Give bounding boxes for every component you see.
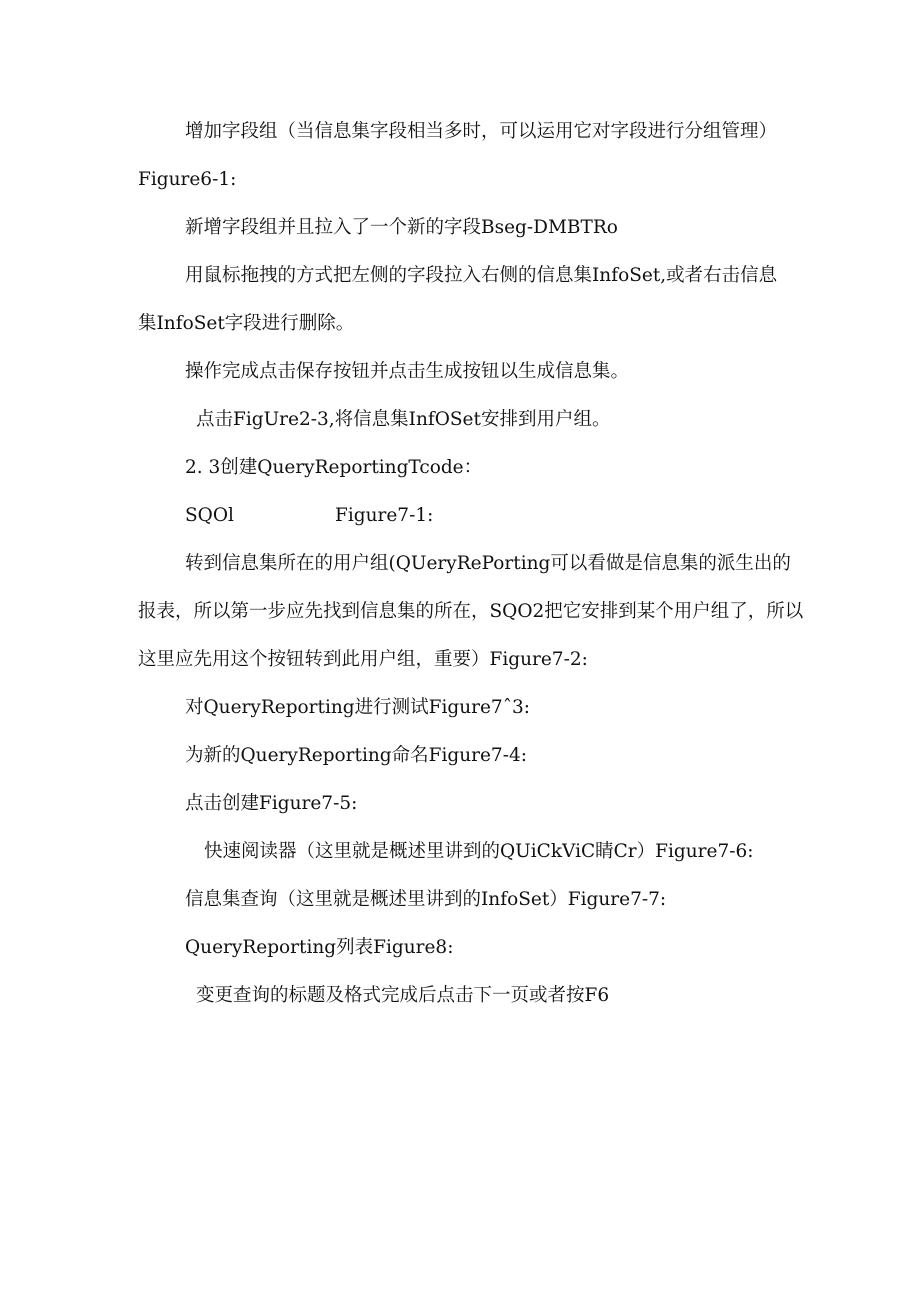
paragraph-line: 转到信息集所在的用户组(QUeryRePorting可以看做是信息集的派生出的 <box>185 553 791 574</box>
paragraph-line: 这里应先用这个按钮转到此用户组，重要）Figure7-2: <box>138 649 588 670</box>
section-heading: 2. 3创建QueryReportingTcode： <box>185 457 483 478</box>
paragraph-line: 对QueryReporting进行测试Figure7ˆ3: <box>185 697 530 718</box>
paragraph-line: 变更查询的标题及格式完成后点击下一页或者按F6 <box>196 985 610 1006</box>
transaction-code: SQOl <box>185 505 234 526</box>
figure-reference: Figure7-1: <box>335 505 434 526</box>
paragraph-line: 用鼠标拖拽的方式把左侧的字段拉入右侧的信息集InfoSet,或者右击信息 <box>185 265 778 286</box>
paragraph-line: 点击FigUre2-3,将信息集InfOSet安排到用户组。 <box>196 409 611 430</box>
paragraph-line: 增加字段组（当信息集字段相当多时，可以运用它对字段进行分组管理） <box>185 121 778 142</box>
paragraph-line: QueryReporting列表Figure8: <box>185 937 454 958</box>
paragraph-line: 报表，所以第一步应先找到信息集的所在，SQO2把它安排到某个用户组了，所以 <box>138 601 804 622</box>
paragraph-line: 点击创建Figure7-5: <box>185 793 358 814</box>
paragraph-line: 新增字段组并且拉入了一个新的字段Bseg-DMBTRo <box>185 217 618 238</box>
paragraph-line: Figure6-1: <box>138 169 237 190</box>
paragraph-line: 为新的QueryReporting命名Figure7-4: <box>185 745 527 766</box>
paragraph-line: 集InfoSet字段进行删除。 <box>138 313 355 334</box>
paragraph-line: 信息集查询（这里就是概述里讲到的InfoSet）Figure7-7: <box>185 889 667 910</box>
paragraph-line: 快速阅读器（这里就是概述里讲到的QUiCkViC睛Cr）Figure7-6: <box>204 841 754 862</box>
paragraph-line: 操作完成点击保存按钮并点击生成按钮以生成信息集。 <box>185 361 630 382</box>
